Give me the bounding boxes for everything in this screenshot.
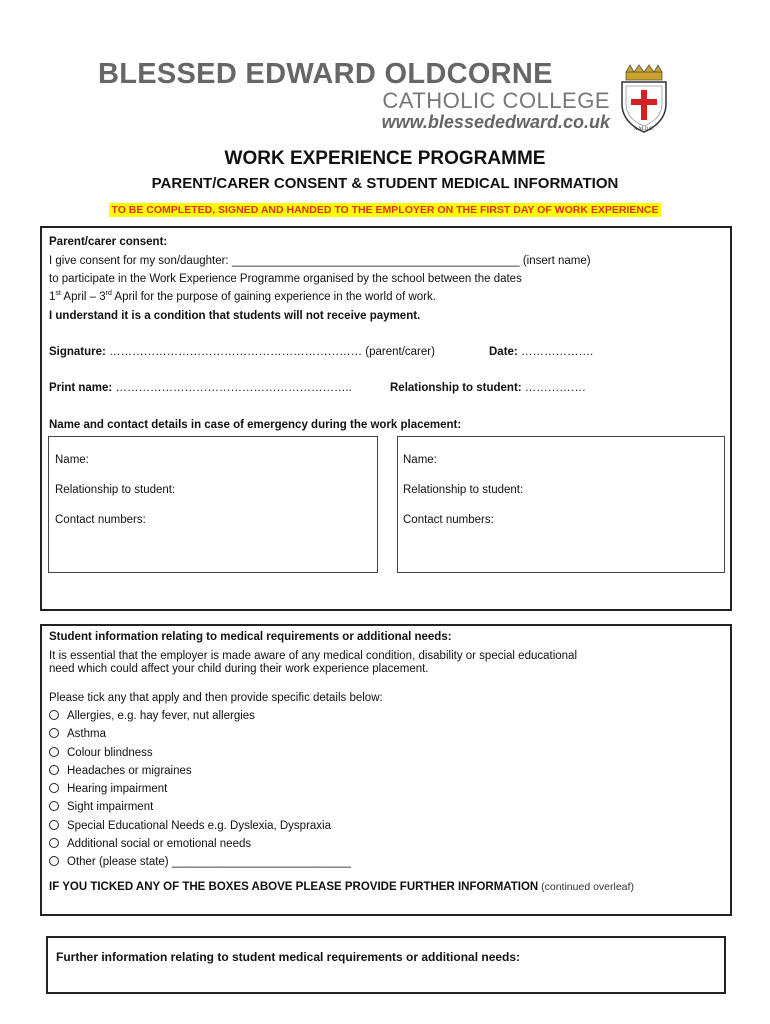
school-subname: CATHOLIC COLLEGE [382, 88, 610, 113]
consent-heading: Parent/carer consent: [49, 236, 168, 248]
consent-text-line2: to participate in the Work Experience Programme organised by the school between the dates [49, 273, 522, 285]
option-sight[interactable]: Sight impairment [49, 800, 351, 818]
emergency-name-label: Name: [55, 454, 89, 466]
date-field[interactable]: Date: ………………. [489, 346, 594, 358]
checkbox-circle-icon [49, 801, 59, 811]
emergency-contact-box-1[interactable] [48, 436, 378, 573]
emergency-name-label: Name: [403, 454, 437, 466]
print-name-field[interactable]: Print name: …………………………………………………….. [49, 382, 352, 394]
relationship-field[interactable]: Relationship to student: ……………. [390, 382, 586, 394]
further-info-heading: Further information relating to student medical requirements or additional needs: [56, 950, 521, 964]
medical-options-list [49, 709, 351, 874]
svg-text:A.M.D.G.: A.M.D.G. [633, 127, 655, 132]
completion-notice: TO BE COMPLETED, SIGNED AND HANDED TO THE EMPLOYER ON THE FIRST DAY OF WORK EXPERIENCE [111, 204, 659, 216]
option-asthma[interactable]: Asthma [49, 727, 351, 745]
option-sen[interactable]: Special Educational Needs e.g. Dyslexia, Dyspraxia [49, 819, 351, 837]
further-info-section[interactable] [46, 936, 726, 994]
checkbox-circle-icon [49, 765, 59, 775]
option-other[interactable]: Other (please state) ____________________________ [49, 855, 351, 873]
consent-student-name-line[interactable]: I give consent for my son/daughter: _____________________________________________ (insert name) [49, 255, 591, 267]
checkbox-circle-icon [49, 838, 59, 848]
emergency-contact-box-2[interactable] [397, 436, 725, 573]
medical-paragraph-line2: need which could affect your child during their work experience placement. [49, 663, 429, 675]
school-crest-logo [616, 64, 672, 134]
payment-condition: I understand it is a condition that students will not receive payment. [49, 310, 421, 322]
checkbox-circle-icon [49, 747, 59, 757]
option-headaches[interactable]: Headaches or migraines [49, 764, 351, 782]
option-social-emotional[interactable]: Additional social or emotional needs [49, 837, 351, 855]
emergency-relationship-label: Relationship to student: [55, 484, 176, 496]
checkbox-circle-icon [49, 710, 59, 720]
option-hearing[interactable]: Hearing impairment [49, 782, 351, 800]
crown-icon [626, 65, 662, 80]
checkbox-circle-icon [49, 856, 59, 866]
checkbox-circle-icon [49, 820, 59, 830]
school-website: www.blessededward.co.uk [381, 112, 610, 132]
signature-field[interactable]: Signature: ………………………………………………………… (parent/carer) [49, 346, 435, 358]
emergency-relationship-label: Relationship to student: [403, 484, 524, 496]
option-colour-blindness[interactable]: Colour blindness [49, 746, 351, 764]
page-title: WORK EXPERIENCE PROGRAMME [224, 148, 546, 169]
emergency-heading: Name and contact details in case of emergency during the work placement: [49, 419, 462, 431]
school-name: BLESSED EDWARD OLDCORNE [98, 58, 553, 90]
emergency-contact-label: Contact numbers: [55, 514, 146, 526]
medical-paragraph-line1: It is essential that the employer is made aware of any medical condition, disability or special educational [49, 650, 578, 662]
medical-footer: IF YOU TICKED ANY OF THE BOXES ABOVE PLEASE PROVIDE FURTHER INFORMATION (continued overleaf) [49, 881, 634, 893]
checkbox-circle-icon [49, 783, 59, 793]
checkbox-circle-icon [49, 728, 59, 738]
page-subtitle: PARENT/CARER CONSENT & STUDENT MEDICAL INFORMATION [151, 175, 619, 192]
emergency-contact-label: Contact numbers: [403, 514, 494, 526]
medical-heading: Student information relating to medical requirements or additional needs: [49, 631, 452, 643]
option-allergies[interactable]: Allergies, e.g. hay fever, nut allergies [49, 709, 351, 727]
consent-dates-line: 1st April – 3rd April for the purpose of gaining experience in the world of work. [49, 290, 436, 303]
medical-instruction: Please tick any that apply and then provide specific details below: [49, 692, 383, 704]
